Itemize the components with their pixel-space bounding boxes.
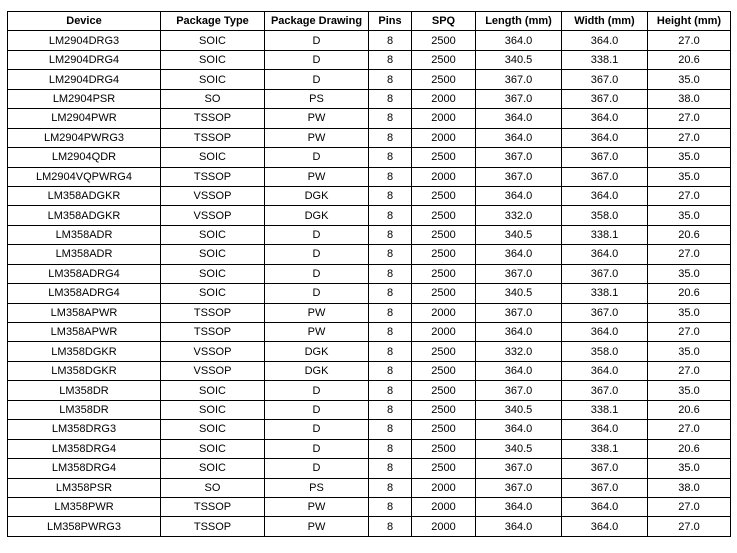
cell-height: 20.6	[648, 400, 731, 419]
cell-spq: 2000	[412, 128, 476, 147]
cell-spq: 2500	[412, 264, 476, 283]
cell-package-type: SOIC	[161, 245, 265, 264]
cell-package-drawing: D	[265, 70, 369, 89]
table-row	[8, 109, 731, 128]
table-row	[8, 50, 731, 69]
cell-spq: 2500	[412, 70, 476, 89]
cell-package-type: SO	[161, 89, 265, 108]
packaging-table	[7, 11, 731, 537]
cell-package-drawing: PW	[265, 517, 369, 536]
cell-device: LM358ADRG4	[8, 284, 161, 303]
cell-package-type: SOIC	[161, 459, 265, 478]
cell-package-type: TSSOP	[161, 517, 265, 536]
cell-package-drawing: PS	[265, 89, 369, 108]
cell-spq: 2000	[412, 109, 476, 128]
cell-device: LM358APWR	[8, 303, 161, 322]
cell-width: 338.1	[562, 400, 648, 419]
cell-package-type: SOIC	[161, 31, 265, 50]
cell-height: 27.0	[648, 497, 731, 516]
cell-length: 367.0	[476, 264, 562, 283]
cell-width: 367.0	[562, 381, 648, 400]
cell-package-type: SOIC	[161, 420, 265, 439]
cell-length: 364.0	[476, 245, 562, 264]
cell-package-drawing: D	[265, 400, 369, 419]
cell-package-type: SOIC	[161, 381, 265, 400]
cell-width: 338.1	[562, 50, 648, 69]
cell-package-type: VSSOP	[161, 342, 265, 361]
cell-device: LM358DRG4	[8, 439, 161, 458]
cell-device: LM2904QDR	[8, 148, 161, 167]
table-row	[8, 167, 731, 186]
cell-package-drawing: D	[265, 264, 369, 283]
cell-package-type: TSSOP	[161, 128, 265, 147]
cell-package-type: SO	[161, 478, 265, 497]
cell-package-drawing: D	[265, 439, 369, 458]
table-row	[8, 284, 731, 303]
cell-pins: 8	[369, 497, 412, 516]
cell-device: LM358DRG4	[8, 459, 161, 478]
cell-pins: 8	[369, 381, 412, 400]
cell-pins: 8	[369, 323, 412, 342]
cell-spq: 2500	[412, 342, 476, 361]
header-package-type: Package Type	[161, 12, 265, 31]
cell-package-drawing: PW	[265, 497, 369, 516]
cell-device: LM358ADGKR	[8, 206, 161, 225]
cell-package-drawing: D	[265, 381, 369, 400]
cell-package-drawing: PW	[265, 109, 369, 128]
table-row	[8, 420, 731, 439]
cell-pins: 8	[369, 186, 412, 205]
cell-package-drawing: D	[265, 420, 369, 439]
cell-device: LM358PSR	[8, 478, 161, 497]
table-row	[8, 478, 731, 497]
cell-pins: 8	[369, 109, 412, 128]
cell-pins: 8	[369, 284, 412, 303]
cell-device: LM358DRG3	[8, 420, 161, 439]
table-row	[8, 148, 731, 167]
cell-height: 20.6	[648, 439, 731, 458]
cell-spq: 2500	[412, 206, 476, 225]
cell-width: 367.0	[562, 70, 648, 89]
cell-pins: 8	[369, 303, 412, 322]
cell-pins: 8	[369, 128, 412, 147]
cell-width: 364.0	[562, 109, 648, 128]
cell-width: 364.0	[562, 420, 648, 439]
cell-package-drawing: DGK	[265, 342, 369, 361]
cell-device: LM358ADRG4	[8, 264, 161, 283]
cell-length: 340.5	[476, 225, 562, 244]
cell-width: 364.0	[562, 245, 648, 264]
cell-device: LM358DR	[8, 400, 161, 419]
cell-device: LM2904PWRG3	[8, 128, 161, 147]
cell-package-drawing: PW	[265, 323, 369, 342]
cell-length: 364.0	[476, 517, 562, 536]
table-row	[8, 323, 731, 342]
cell-device: LM358APWR	[8, 323, 161, 342]
cell-spq: 2000	[412, 89, 476, 108]
cell-spq: 2500	[412, 50, 476, 69]
table-row	[8, 497, 731, 516]
table-row	[8, 245, 731, 264]
cell-width: 367.0	[562, 148, 648, 167]
cell-length: 340.5	[476, 400, 562, 419]
cell-width: 364.0	[562, 323, 648, 342]
table-row	[8, 128, 731, 147]
cell-pins: 8	[369, 439, 412, 458]
header-row	[8, 12, 731, 31]
cell-package-drawing: D	[265, 245, 369, 264]
cell-spq: 2500	[412, 148, 476, 167]
table-row	[8, 70, 731, 89]
cell-width: 358.0	[562, 206, 648, 225]
cell-width: 367.0	[562, 303, 648, 322]
cell-device: LM2904DRG3	[8, 31, 161, 50]
cell-width: 367.0	[562, 478, 648, 497]
cell-pins: 8	[369, 31, 412, 50]
cell-device: LM2904PWR	[8, 109, 161, 128]
cell-package-type: TSSOP	[161, 303, 265, 322]
cell-device: LM358ADR	[8, 225, 161, 244]
table-row	[8, 342, 731, 361]
cell-length: 367.0	[476, 478, 562, 497]
cell-package-type: TSSOP	[161, 497, 265, 516]
cell-pins: 8	[369, 264, 412, 283]
cell-device: LM358DGKR	[8, 342, 161, 361]
cell-height: 27.0	[648, 31, 731, 50]
cell-height: 35.0	[648, 342, 731, 361]
cell-pins: 8	[369, 459, 412, 478]
table-row	[8, 303, 731, 322]
cell-height: 35.0	[648, 303, 731, 322]
cell-length: 364.0	[476, 109, 562, 128]
header-length: Length (mm)	[476, 12, 562, 31]
cell-spq: 2500	[412, 420, 476, 439]
cell-pins: 8	[369, 478, 412, 497]
cell-width: 358.0	[562, 342, 648, 361]
cell-height: 27.0	[648, 186, 731, 205]
cell-spq: 2500	[412, 400, 476, 419]
cell-length: 332.0	[476, 206, 562, 225]
cell-width: 367.0	[562, 167, 648, 186]
cell-pins: 8	[369, 342, 412, 361]
cell-height: 35.0	[648, 381, 731, 400]
header-device: Device	[8, 12, 161, 31]
table-row	[8, 361, 731, 380]
cell-length: 367.0	[476, 459, 562, 478]
cell-package-type: SOIC	[161, 148, 265, 167]
cell-spq: 2000	[412, 323, 476, 342]
cell-device: LM358DR	[8, 381, 161, 400]
table-row	[8, 186, 731, 205]
table-row	[8, 459, 731, 478]
cell-package-drawing: PS	[265, 478, 369, 497]
cell-width: 367.0	[562, 459, 648, 478]
cell-spq: 2500	[412, 225, 476, 244]
cell-package-type: TSSOP	[161, 323, 265, 342]
header-package-drawing: Package Drawing	[265, 12, 369, 31]
table-row	[8, 225, 731, 244]
cell-device: LM2904DRG4	[8, 50, 161, 69]
cell-pins: 8	[369, 206, 412, 225]
cell-length: 364.0	[476, 128, 562, 147]
cell-length: 340.5	[476, 50, 562, 69]
cell-package-drawing: D	[265, 225, 369, 244]
cell-height: 27.0	[648, 109, 731, 128]
cell-height: 20.6	[648, 50, 731, 69]
cell-height: 35.0	[648, 264, 731, 283]
cell-height: 27.0	[648, 517, 731, 536]
cell-height: 20.6	[648, 225, 731, 244]
header-width: Width (mm)	[562, 12, 648, 31]
table-row	[8, 89, 731, 108]
cell-spq: 2500	[412, 439, 476, 458]
cell-package-type: SOIC	[161, 264, 265, 283]
cell-package-type: VSSOP	[161, 361, 265, 380]
cell-pins: 8	[369, 420, 412, 439]
cell-length: 364.0	[476, 497, 562, 516]
table-row	[8, 439, 731, 458]
cell-device: LM358PWR	[8, 497, 161, 516]
cell-length: 364.0	[476, 186, 562, 205]
cell-package-drawing: D	[265, 284, 369, 303]
cell-length: 364.0	[476, 361, 562, 380]
cell-spq: 2000	[412, 497, 476, 516]
cell-package-type: SOIC	[161, 50, 265, 69]
table-row	[8, 31, 731, 50]
cell-device: LM358ADGKR	[8, 186, 161, 205]
cell-height: 35.0	[648, 167, 731, 186]
cell-height: 27.0	[648, 245, 731, 264]
cell-package-drawing: PW	[265, 128, 369, 147]
table-row	[8, 400, 731, 419]
cell-height: 38.0	[648, 478, 731, 497]
cell-spq: 2000	[412, 303, 476, 322]
cell-package-drawing: PW	[265, 303, 369, 322]
cell-pins: 8	[369, 167, 412, 186]
header-height: Height (mm)	[648, 12, 731, 31]
cell-pins: 8	[369, 361, 412, 380]
cell-package-drawing: D	[265, 148, 369, 167]
cell-spq: 2500	[412, 361, 476, 380]
cell-height: 35.0	[648, 206, 731, 225]
cell-package-drawing: DGK	[265, 206, 369, 225]
header-pins: Pins	[369, 12, 412, 31]
cell-length: 367.0	[476, 381, 562, 400]
cell-package-type: VSSOP	[161, 186, 265, 205]
cell-pins: 8	[369, 400, 412, 419]
cell-spq: 2500	[412, 31, 476, 50]
cell-device: LM2904PSR	[8, 89, 161, 108]
cell-width: 364.0	[562, 497, 648, 516]
cell-pins: 8	[369, 50, 412, 69]
cell-package-type: SOIC	[161, 400, 265, 419]
cell-spq: 2500	[412, 381, 476, 400]
cell-height: 38.0	[648, 89, 731, 108]
cell-package-type: VSSOP	[161, 206, 265, 225]
cell-package-drawing: DGK	[265, 361, 369, 380]
cell-device: LM358PWRG3	[8, 517, 161, 536]
cell-pins: 8	[369, 225, 412, 244]
cell-length: 364.0	[476, 31, 562, 50]
cell-spq: 2500	[412, 186, 476, 205]
cell-length: 367.0	[476, 167, 562, 186]
cell-width: 364.0	[562, 31, 648, 50]
cell-package-drawing: D	[265, 459, 369, 478]
table-row	[8, 381, 731, 400]
table-body	[8, 31, 731, 536]
cell-package-drawing: D	[265, 31, 369, 50]
cell-spq: 2000	[412, 517, 476, 536]
cell-package-type: SOIC	[161, 225, 265, 244]
cell-width: 338.1	[562, 225, 648, 244]
cell-length: 332.0	[476, 342, 562, 361]
cell-spq: 2500	[412, 459, 476, 478]
cell-length: 364.0	[476, 420, 562, 439]
cell-length: 367.0	[476, 303, 562, 322]
cell-length: 367.0	[476, 148, 562, 167]
cell-width: 364.0	[562, 361, 648, 380]
cell-spq: 2000	[412, 167, 476, 186]
cell-height: 27.0	[648, 420, 731, 439]
cell-height: 20.6	[648, 284, 731, 303]
cell-length: 340.5	[476, 439, 562, 458]
cell-device: LM2904DRG4	[8, 70, 161, 89]
cell-length: 367.0	[476, 70, 562, 89]
cell-spq: 2500	[412, 284, 476, 303]
cell-package-drawing: DGK	[265, 186, 369, 205]
table-row	[8, 206, 731, 225]
cell-length: 340.5	[476, 284, 562, 303]
cell-device: LM358ADR	[8, 245, 161, 264]
table-row	[8, 264, 731, 283]
cell-package-type: SOIC	[161, 70, 265, 89]
cell-pins: 8	[369, 517, 412, 536]
cell-height: 35.0	[648, 148, 731, 167]
cell-width: 367.0	[562, 89, 648, 108]
cell-width: 364.0	[562, 186, 648, 205]
cell-height: 35.0	[648, 459, 731, 478]
cell-package-type: SOIC	[161, 439, 265, 458]
cell-package-type: SOIC	[161, 284, 265, 303]
cell-device: LM358DGKR	[8, 361, 161, 380]
cell-pins: 8	[369, 89, 412, 108]
header-spq: SPQ	[412, 12, 476, 31]
cell-package-type: TSSOP	[161, 109, 265, 128]
cell-package-drawing: D	[265, 50, 369, 69]
packaging-table-container	[7, 11, 731, 537]
cell-pins: 8	[369, 148, 412, 167]
table-row	[8, 517, 731, 536]
cell-package-drawing: PW	[265, 167, 369, 186]
cell-width: 338.1	[562, 284, 648, 303]
cell-width: 364.0	[562, 517, 648, 536]
cell-height: 27.0	[648, 128, 731, 147]
cell-spq: 2000	[412, 478, 476, 497]
cell-height: 35.0	[648, 70, 731, 89]
cell-pins: 8	[369, 70, 412, 89]
cell-package-type: TSSOP	[161, 167, 265, 186]
cell-width: 338.1	[562, 439, 648, 458]
cell-length: 367.0	[476, 89, 562, 108]
cell-device: LM2904VQPWRG4	[8, 167, 161, 186]
cell-length: 364.0	[476, 323, 562, 342]
cell-height: 27.0	[648, 323, 731, 342]
cell-width: 364.0	[562, 128, 648, 147]
cell-height: 27.0	[648, 361, 731, 380]
cell-pins: 8	[369, 245, 412, 264]
cell-width: 367.0	[562, 264, 648, 283]
cell-spq: 2500	[412, 245, 476, 264]
